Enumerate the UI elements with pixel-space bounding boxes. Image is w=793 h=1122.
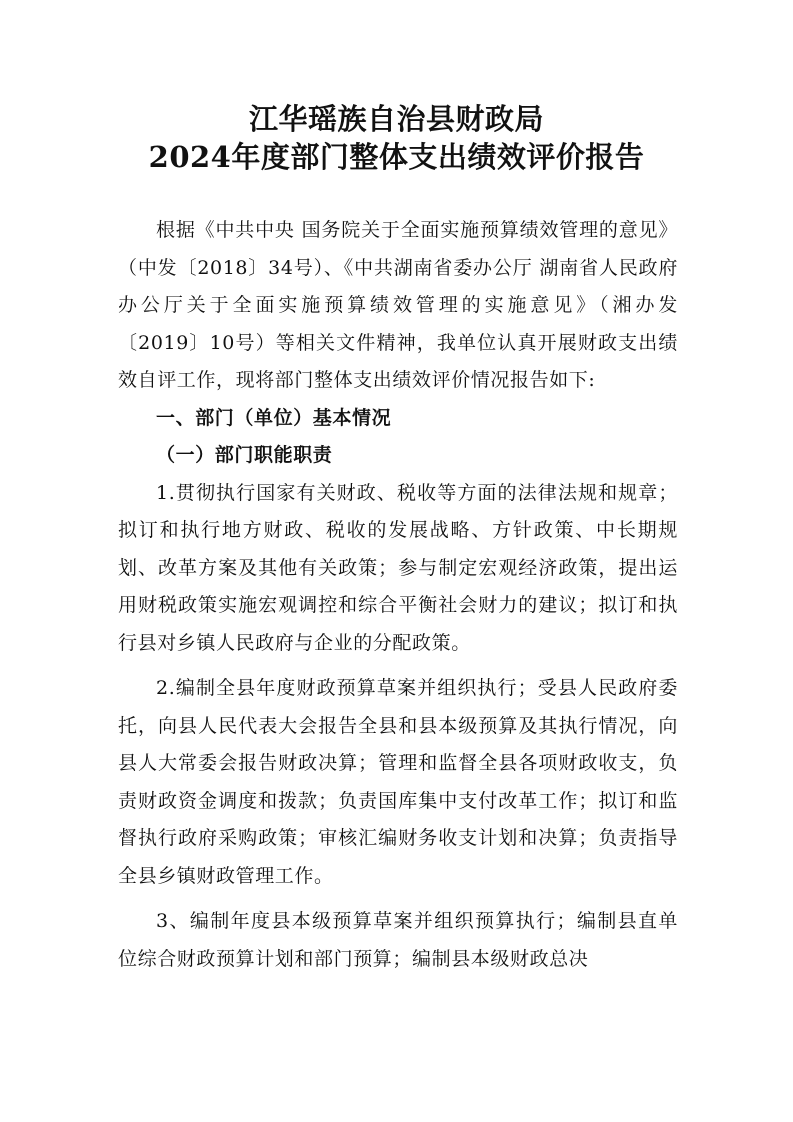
intro-paragraph: 根据《中共中央 国务院关于全面实施预算绩效管理的意见》（中发〔2018〕34号）、《中共湖南省委办公厅 湖南省人民政府办公厅关于全面实施预算绩效管理的实施意见》（湘办发〔2019〕10号）等相关文件精神，我单位认真开展财政支出绩效自评工作，现将部门整体支出绩效评价情况报告如下:	[118, 219, 678, 391]
document-title-line-2: 2024年度部门整体支出绩效评价报告	[148, 140, 645, 174]
subsection-heading-duties: （一）部门职能职责	[156, 444, 333, 466]
document-title-line-1: 江华瑶族自治县财政局	[248, 102, 544, 136]
duty-paragraph-1: 1.贯彻执行国家有关财政、税收等方面的法律法规和规章；拟订和执行地方财政、税收的发展战略、方针政策、中长期规划、改革方案及其他有关政策；参与制定宏观经济政策，提出运用财税政策实施宏观调控和综合平衡社会财力的建议；拟订和执行县对乡镇人民政府与企业的分配政策。	[118, 481, 678, 654]
document-body	[118, 212, 678, 978]
duty-paragraph-3: 3、编制年度县本级预算草案并组织预算执行；编制县直单位综合财政预算计划和部门预算；编制县本级财政总决	[118, 910, 678, 970]
duty-paragraph-2: 2.编制全县年度财政预算草案并组织执行；受县人民政府委托，向县人民代表大会报告全县和县本级预算及其执行情况，向县人大常委会报告财政决算；管理和监督全县各项财政收支，负责财政资金调度和拨款；负责国库集中支付改革工作；拟订和监督执行政府采购政策；审核汇编财务收支计划和决算；负责指导全县乡镇财政管理工作。	[118, 677, 678, 887]
section-heading-basic-info: 一、部门（单位）基本情况	[156, 406, 392, 429]
